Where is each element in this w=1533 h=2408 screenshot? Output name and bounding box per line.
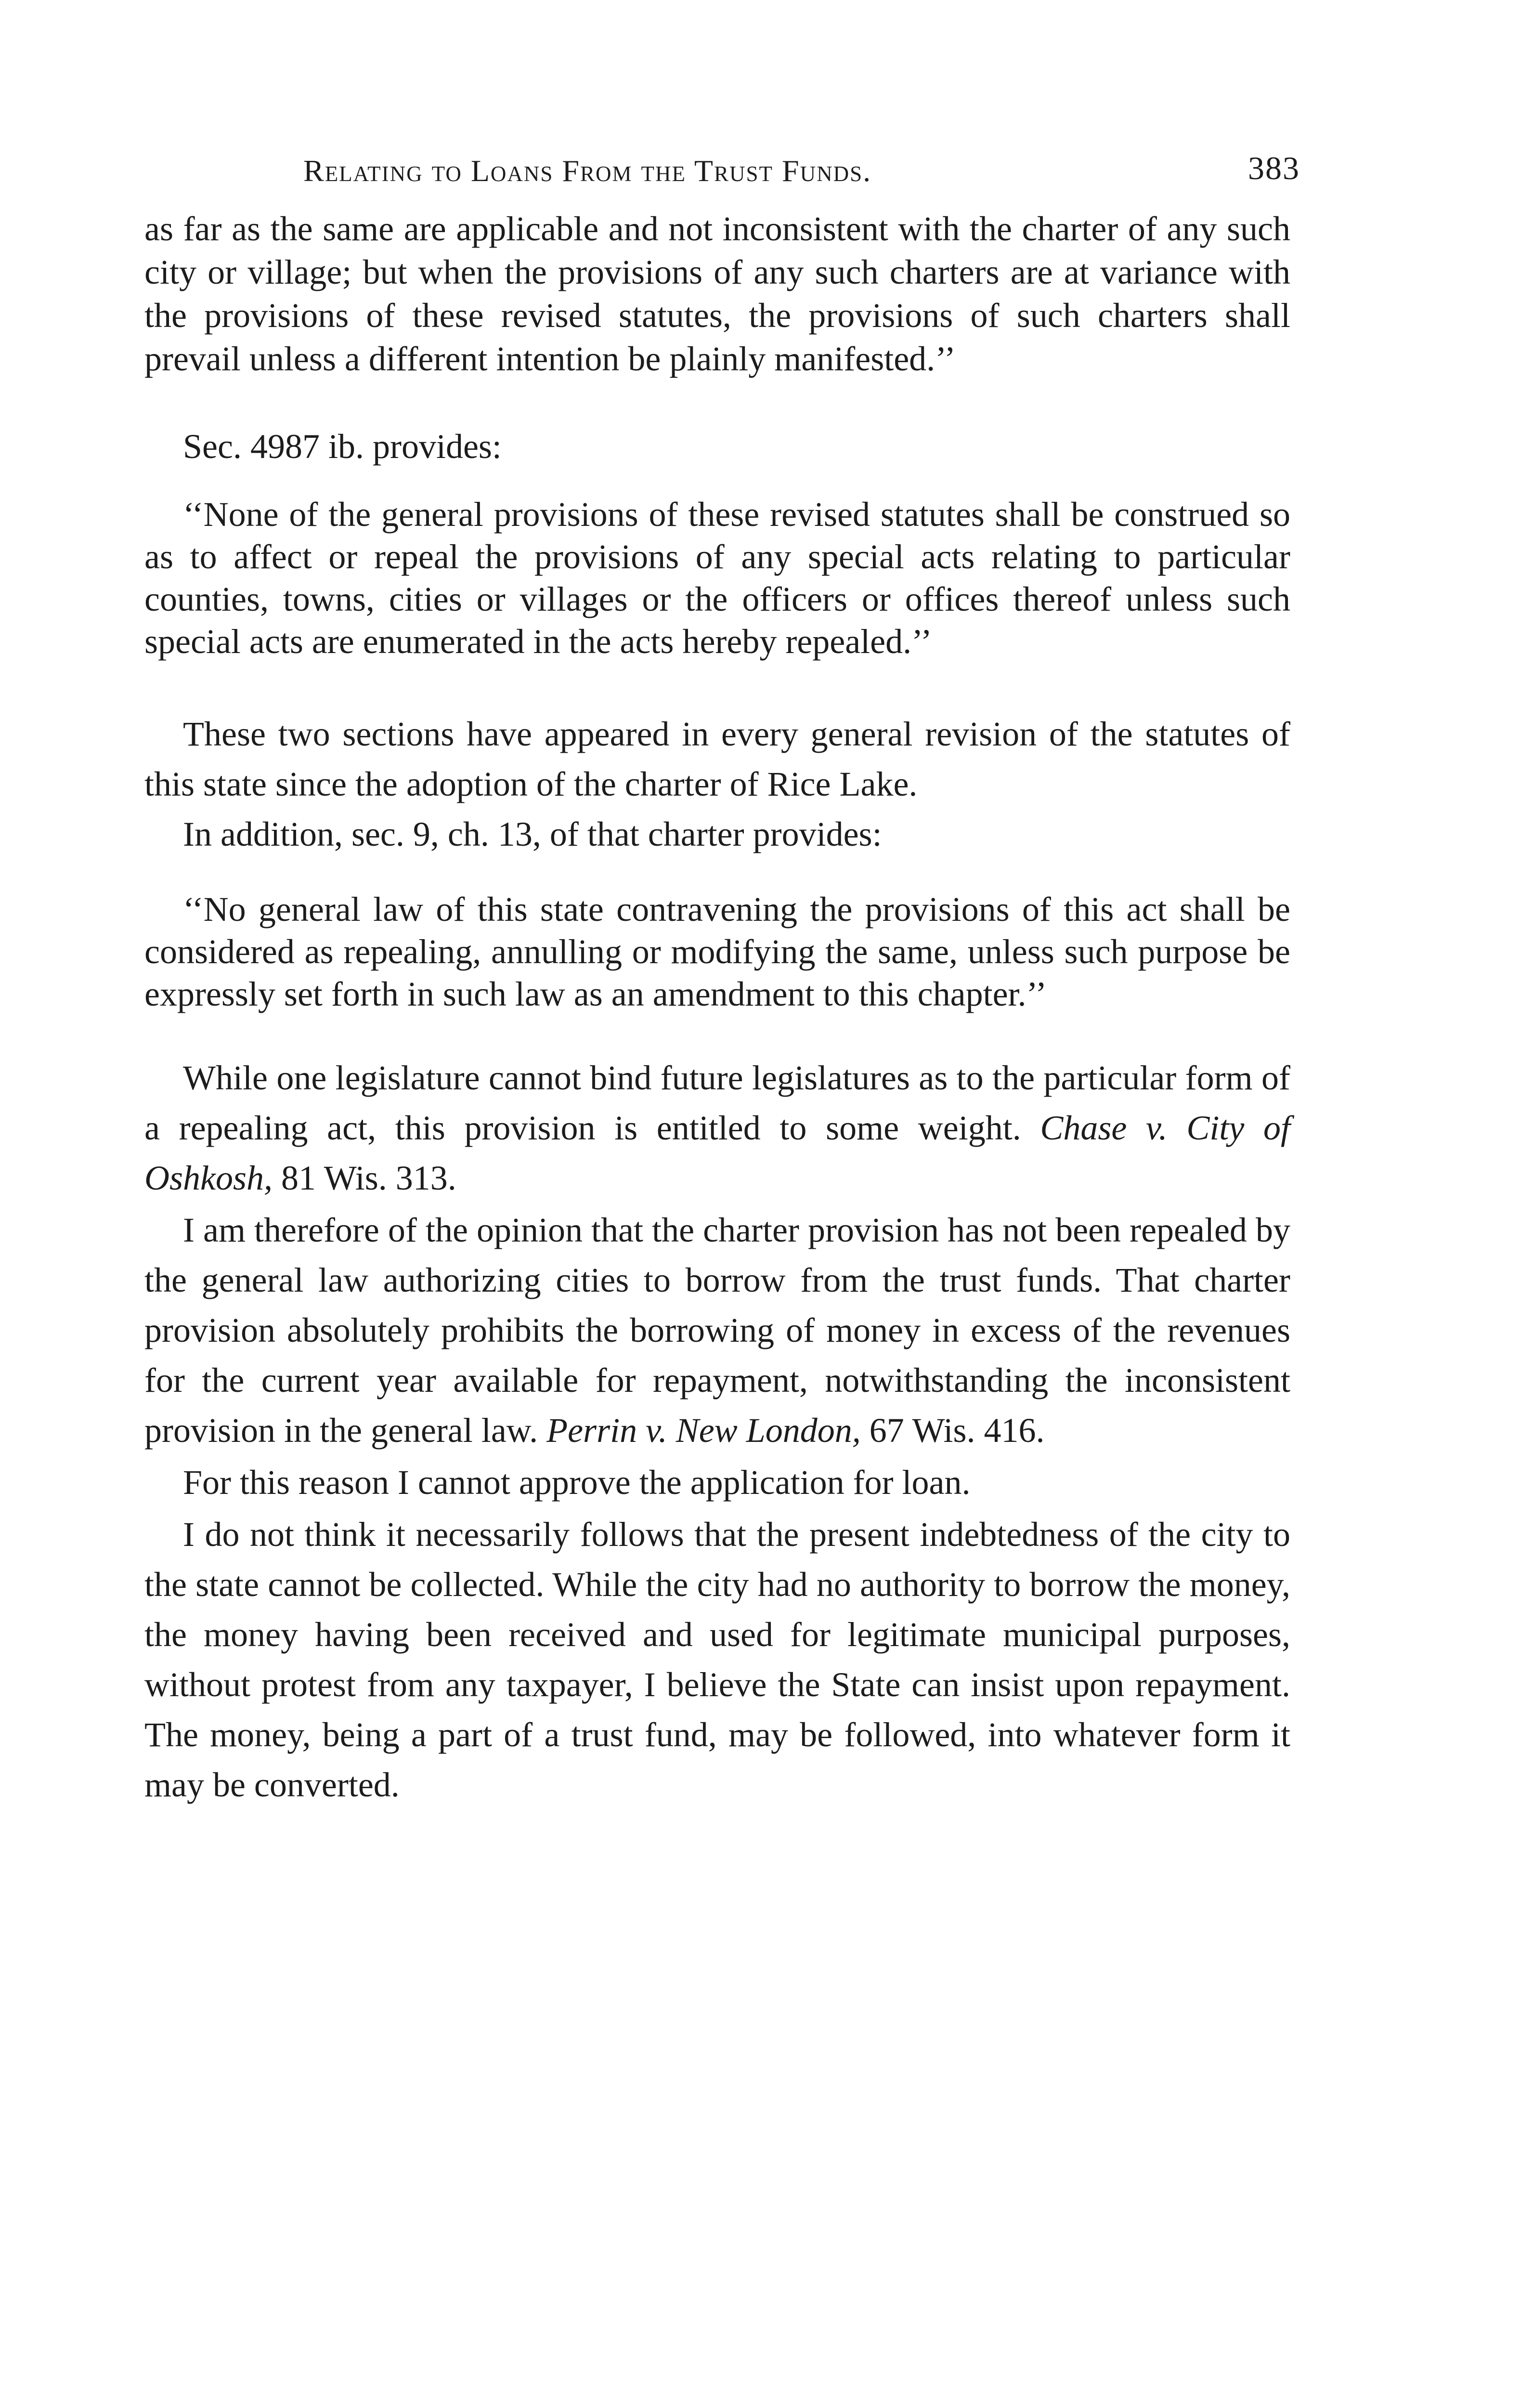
legislature-paragraph — [144, 1053, 1290, 1203]
page-header — [144, 144, 1300, 193]
indebtedness-paragraph: I do not think it necessarily follows that the present indebtedness of the city to the state cannot be collected. While the city had no authority to borrow the money, the money having been received and used for legitimate municipal purposes, without protest from any taxpayer, I believe the State can insist upon repayment. The money, being a part of a trust fund, may be followed, into whatever form it may be converted. — [144, 1515, 1290, 1804]
addition-paragraph: In addition, sec. 9, ch. 13, of that charter provides: — [183, 815, 882, 853]
document-page — [144, 144, 1300, 1810]
revision-paragraph: These two sections have appeared in every general revision of the statutes of this state since the adoption of the charter of Rice Lake. — [144, 715, 1290, 803]
case-citation-perrin: Perrin v. New London, — [546, 1411, 861, 1450]
citation-chase: 81 Wis. 313. — [281, 1159, 456, 1197]
quoted-charter-provision: ‘‘No general law of this state contravening the provisions of this act shall be considered as repealing, annulling or modifying the same, unless such purpose be expressly set forth in such law as an amendment to this chapter.’’ — [144, 890, 1290, 1013]
page-number: 383 — [1248, 150, 1300, 186]
opinion-paragraph — [144, 1205, 1290, 1455]
continuation-paragraph: as far as the same are applicable and not inconsistent with the charter of any such city or village; but when the provisions of any such charters are at variance with the provisions of these revised statutes, the provisions of such charters shall prevail unless a different intention be plainly manifested.’’ — [144, 209, 1290, 378]
section-intro: Sec. 4987 ib. provides: — [183, 427, 502, 466]
opinion-text: I am therefore of the opinion that the charter provision has not been repealed by the general law authorizing cities to borrow from the trust funds. That charter provision absolutely prohibits the borrowing of money in excess of the revenues for the current year available for repayment, notwithstanding the inconsistent provision in the general law. — [144, 1211, 1290, 1450]
case-citation-chase: Chase v. City of Oshkosh, — [144, 1109, 1290, 1197]
running-title: Relating to Loans From the Trust Funds. — [303, 154, 872, 188]
reason-paragraph: For this reason I cannot approve the application for loan. — [183, 1463, 971, 1502]
quoted-statute-4987: ‘‘None of the general provisions of these revised statutes shall be construed so as to affect or repeal the provisions of any special acts relating to particular counties, towns, cities or villages or the officers or offices thereof unless such special acts are enumerated in the acts hereby repealed.’’ — [144, 495, 1290, 661]
legislature-text: While one legislature cannot bind future legislatures as to the particular form of a repealing act, this provision is entitled to some weight. — [144, 1059, 1290, 1147]
citation-perrin: 67 Wis. 416. — [869, 1411, 1045, 1450]
